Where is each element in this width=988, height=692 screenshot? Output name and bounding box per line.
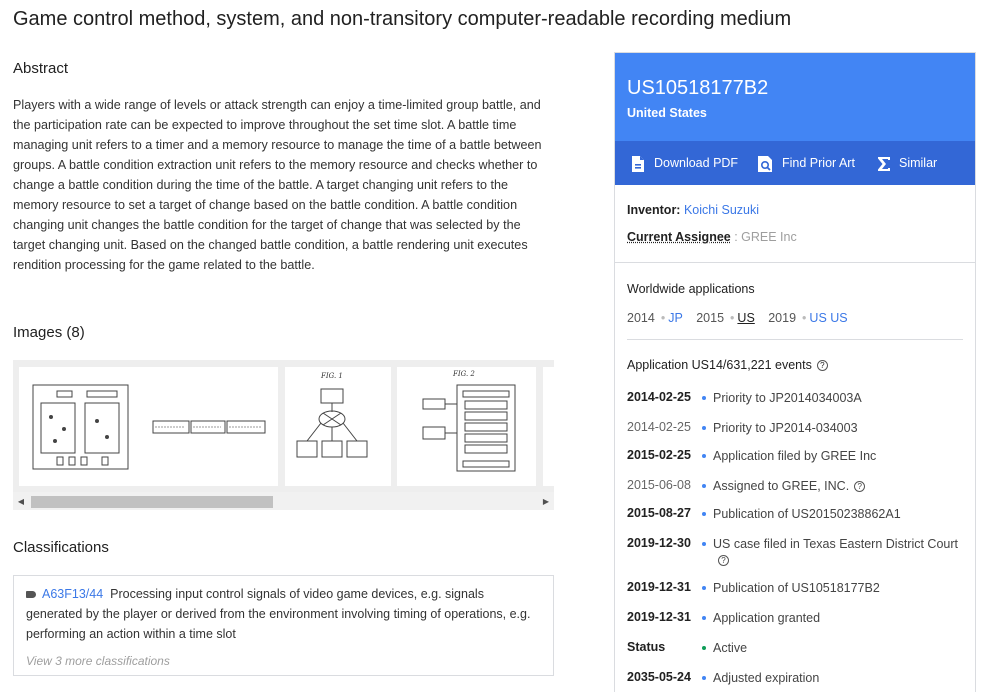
event-description: Adjusted expiration [713,671,820,685]
help-icon[interactable]: ? [817,360,828,371]
scroll-left-icon[interactable]: ◀ [17,497,25,506]
image-thumbnail[interactable] [397,367,536,486]
inventor-link[interactable]: Koichi Suzuki [683,203,760,217]
patent-summary-panel [614,52,976,692]
worldwide-applications-list: 2014 • JP 2015 • US 2019 • US US [627,311,848,325]
download-pdf-button[interactable] [630,141,738,185]
event-text [713,420,963,436]
worldwide-year: 2019 [768,311,797,325]
pdf-icon [630,155,646,173]
figure-label: FIG. 1 [321,372,343,380]
image-thumbnail[interactable] [19,367,278,486]
download-pdf-label: Download PDF [654,156,739,170]
sigma-icon [877,155,891,173]
classification-code-link[interactable]: A63F13/44 [42,587,104,601]
event-date: 2019-12-31 [627,610,691,624]
event-description: US case filed in Texas Eastern District Court [713,537,959,551]
event-description: Priority to JP2014034003A [713,391,862,405]
view-more-classifications-link[interactable]: View 3 more classifications [26,654,170,668]
divider [627,339,963,340]
inventor-row [627,203,759,217]
event-text [713,670,963,686]
image-carousel[interactable] [13,360,554,510]
page-title: Game control method, system, and non-transitory computer-readable recording medium [13,8,792,30]
worldwide-year: 2014 [627,311,655,325]
event-bullet-icon [702,616,706,620]
event-date: 2035-05-24 [627,670,691,684]
help-icon[interactable]: ? [854,481,865,492]
event-description: Application filed by GREE Inc [713,449,877,463]
event-text [713,506,963,522]
assignee-row: Current Assignee : GREE Inc [627,230,797,244]
image-thumbnail[interactable] [285,367,391,486]
carousel-scrollbar[interactable] [13,492,554,510]
worldwide-applications-heading: Worldwide applications [627,282,755,296]
event-text [713,610,963,626]
events-heading [627,358,828,372]
event-bullet-icon [702,484,706,488]
event-date: 2014-02-25 [627,420,691,434]
event-description: Publication of US20150238862A1 [713,507,901,521]
event-description: Priority to JP2014-034003 [713,421,858,435]
event-text [713,448,963,464]
help-icon[interactable]: ? [718,555,729,566]
inventor-label: Inventor: [627,203,681,217]
worldwide-country-link[interactable]: JP [668,311,683,325]
event-bullet-icon [702,586,706,590]
event-bullet-icon [702,426,706,430]
events-heading-text: Application US14/631,221 events [627,358,812,372]
patent-header [615,53,975,141]
find-prior-art-button[interactable] [757,141,855,185]
similar-label: Similar [899,156,938,170]
images-heading: Images (8) [13,324,85,341]
event-bullet-icon [702,396,706,400]
event-description: Active [713,641,748,655]
worldwide-year: 2015 [696,311,725,325]
event-date: 2015-02-25 [627,448,691,462]
tag-icon [26,591,36,598]
event-bullet-icon [702,646,706,650]
classification-card [13,575,554,676]
event-description: Publication of US10518177B2 [713,581,880,595]
abstract-heading: Abstract [13,60,69,77]
event-date: 2014-02-25 [627,390,691,404]
publication-number: US10518177B2 [627,77,769,99]
country: United States [627,106,707,120]
event-date: Status [627,640,666,654]
scroll-right-icon[interactable]: ▶ [542,497,550,506]
image-thumbnail[interactable] [543,367,554,486]
similar-button[interactable] [877,141,937,185]
abstract-text: Players with a wide range of levels or attack strength can enjoy a time-limited group battle, and the participation rate can be expected to improve throughout the set time slot. A battle time managing unit refers to a timer and a memory resource to manage the time of a battle between groups. A battle condition extraction unit refers to the memory resource and checks whether to change a battle condition during the time of the battle. A target changing unit refers to the memory resource to set a target of change based on the battle condition. A battle condition changing unit changes the battle condition for the target of change that was selected by the target changing unit. Based on the changed battle condition, a battle rendering unit executes rendition processing for the game related to the battle. [13,98,542,272]
search-document-icon [757,155,774,173]
event-text [713,390,963,406]
event-text [713,478,963,494]
classifications-heading: Classifications [13,539,109,556]
event-date: 2019-12-31 [627,580,691,594]
event-description: Application granted [713,611,821,625]
event-date: 2015-08-27 [627,506,691,520]
figure-label: FIG. 2 [453,370,475,378]
worldwide-country-current[interactable]: US [737,311,755,325]
classification-description: Processing input control signals of video game devices, e.g. signals generated by the player or derived from the environment involving timing of operations, e.g. performing an action within a time slot [26,587,531,641]
worldwide-country-link[interactable]: US US [809,311,848,325]
assignee-label: Current Assignee [627,230,731,244]
scrollbar-thumb[interactable] [31,496,273,508]
classification-item [26,584,541,644]
find-prior-art-label: Find Prior Art [782,156,855,170]
event-text [713,536,963,568]
event-text [713,580,963,596]
divider [615,262,975,263]
action-bar [615,141,975,185]
event-date: 2015-06-08 [627,478,691,492]
event-description: Assigned to GREE, INC. [713,479,850,493]
assignee-value: GREE Inc [741,230,797,244]
event-date: 2019-12-30 [627,536,691,550]
event-bullet-icon [702,542,706,546]
event-bullet-icon [702,676,706,680]
event-bullet-icon [702,512,706,516]
event-text [713,640,963,656]
event-bullet-icon [702,454,706,458]
